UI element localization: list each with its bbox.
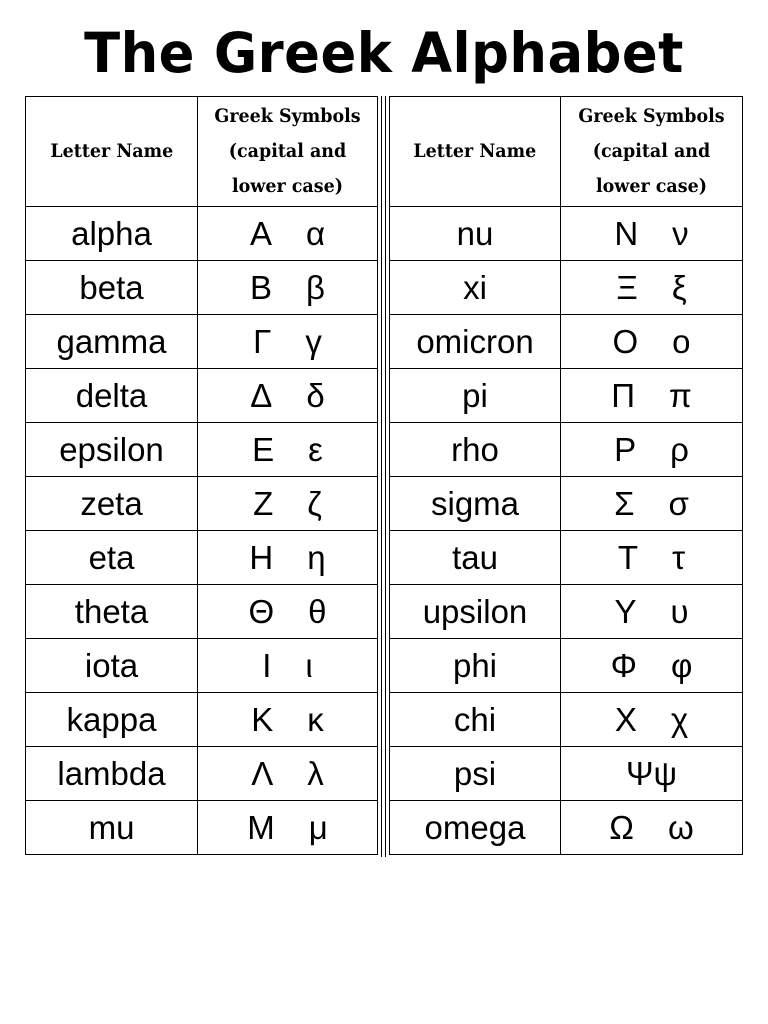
table-row [26, 801, 378, 855]
greek-symbol-cell [198, 585, 378, 639]
capital-letter: Μ [247, 809, 275, 846]
center-divider [385, 96, 386, 857]
capital-letter: Ε [252, 431, 275, 468]
greek-symbol-cell [561, 369, 743, 423]
letter-name-cell: phi [390, 639, 561, 693]
letter-name-cell: alpha [26, 207, 198, 261]
letter-name-cell: tau [390, 531, 561, 585]
table-row [390, 477, 743, 531]
letter-name-cell: upsilon [390, 585, 561, 639]
capital-letter: Ψ [625, 755, 654, 792]
greek-symbols-header: Greek Symbols (capital and lower case) [561, 97, 743, 207]
table-row [390, 693, 743, 747]
letter-name-cell: beta [26, 261, 198, 315]
letter-name-cell: theta [26, 585, 198, 639]
table-row [390, 747, 743, 801]
greek-symbol-cell [561, 207, 743, 261]
lowercase-letter: ε [308, 431, 323, 468]
greek-symbol-cell [198, 261, 378, 315]
table-row [26, 315, 378, 369]
letter-name-cell: sigma [390, 477, 561, 531]
lowercase-letter: α [305, 215, 326, 252]
letter-name-cell: omega [390, 801, 561, 855]
table-header-row [26, 97, 378, 207]
lowercase-letter: λ [307, 755, 324, 792]
letter-name-cell: xi [390, 261, 561, 315]
capital-letter: Τ [617, 539, 639, 576]
center-divider [381, 96, 382, 857]
greek-symbol-cell [198, 315, 378, 369]
lowercase-letter: δ [306, 377, 325, 414]
greek-table-left [25, 96, 378, 855]
lowercase-letter: ω [667, 809, 694, 846]
letter-name-cell: rho [390, 423, 561, 477]
table-row [26, 477, 378, 531]
table-row [390, 315, 743, 369]
lowercase-letter: χ [670, 701, 689, 738]
greek-symbol-cell [198, 423, 378, 477]
lowercase-letter: φ [670, 647, 693, 684]
greek-symbol-cell [561, 531, 743, 585]
lowercase-letter: υ [670, 593, 689, 630]
table-row [26, 693, 378, 747]
lowercase-letter: ι [305, 647, 313, 684]
table-row [390, 801, 743, 855]
lowercase-letter: ρ [670, 431, 689, 468]
letter-name-cell: eta [26, 531, 198, 585]
letter-name-cell: nu [390, 207, 561, 261]
letter-name-cell: omicron [390, 315, 561, 369]
letter-name-cell: pi [390, 369, 561, 423]
greek-symbol-cell [561, 747, 743, 801]
capital-letter: Κ [251, 701, 274, 738]
letter-name-cell: iota [26, 639, 198, 693]
letter-name-cell: gamma [26, 315, 198, 369]
capital-letter: Δ [250, 377, 273, 414]
greek-symbol-cell [561, 261, 743, 315]
capital-letter: Ξ [616, 269, 638, 306]
lowercase-letter: η [307, 539, 326, 576]
table-row [390, 261, 743, 315]
lowercase-letter: μ [308, 809, 328, 846]
capital-letter: Ζ [253, 485, 274, 522]
greek-symbol-cell [198, 531, 378, 585]
capital-letter: Ο [612, 323, 639, 360]
letter-name-cell: kappa [26, 693, 198, 747]
greek-symbol-cell [561, 639, 743, 693]
lowercase-letter: τ [672, 539, 686, 576]
lowercase-letter: γ [305, 323, 322, 360]
capital-letter: Ν [614, 215, 639, 252]
greek-symbol-cell [198, 639, 378, 693]
table-row [390, 369, 743, 423]
greek-symbol-cell [561, 477, 743, 531]
letter-name-cell: mu [26, 801, 198, 855]
table-row [390, 639, 743, 693]
capital-letter: Ω [609, 809, 634, 846]
table-row [390, 585, 743, 639]
capital-letter: Σ [614, 485, 635, 522]
table-row [26, 531, 378, 585]
letter-name-header: Letter Name [26, 97, 198, 207]
lowercase-letter: ψ [653, 755, 678, 792]
table-row [26, 207, 378, 261]
capital-letter: Ι [262, 647, 272, 684]
greek-symbol-cell [561, 585, 743, 639]
capital-letter: Φ [610, 647, 637, 684]
table-row [390, 423, 743, 477]
capital-letter: Η [249, 539, 274, 576]
lowercase-letter: κ [307, 701, 324, 738]
capital-letter: Β [250, 269, 273, 306]
lowercase-letter: ο [672, 323, 691, 360]
greek-symbol-cell [198, 207, 378, 261]
table-row [26, 639, 378, 693]
capital-letter: Λ [251, 755, 274, 792]
capital-letter: Υ [614, 593, 637, 630]
lowercase-letter: β [306, 269, 325, 306]
table-row [390, 207, 743, 261]
capital-letter: Α [249, 215, 272, 252]
table-row [26, 369, 378, 423]
table-body-left [26, 207, 378, 855]
table-row [26, 747, 378, 801]
lowercase-letter: ζ [307, 485, 322, 522]
greek-symbols-header: Greek Symbols (capital and lower case) [198, 97, 378, 207]
letter-name-cell: psi [390, 747, 561, 801]
capital-letter: Γ [253, 323, 272, 360]
greek-symbol-cell [198, 801, 378, 855]
table-row [26, 261, 378, 315]
capital-letter: Π [611, 377, 636, 414]
capital-letter: Θ [248, 593, 275, 630]
lowercase-letter: θ [308, 593, 327, 630]
letter-name-cell: chi [390, 693, 561, 747]
capital-letter: Ρ [614, 431, 637, 468]
letter-name-cell: delta [26, 369, 198, 423]
lowercase-letter: ν [672, 215, 689, 252]
greek-symbol-cell [561, 423, 743, 477]
lowercase-letter: σ [668, 485, 689, 522]
greek-symbol-cell [561, 801, 743, 855]
table-row [390, 531, 743, 585]
greek-symbol-cell [561, 693, 743, 747]
capital-letter: Χ [614, 701, 637, 738]
greek-symbol-cell [198, 369, 378, 423]
page-title: The Greek Alphabet [84, 21, 684, 85]
lowercase-letter: π [669, 377, 692, 414]
table-row [26, 423, 378, 477]
greek-symbol-cell [198, 747, 378, 801]
letter-name-cell: zeta [26, 477, 198, 531]
greek-symbol-cell [198, 477, 378, 531]
greek-symbol-cell [561, 315, 743, 369]
table-row [26, 585, 378, 639]
letter-name-cell: lambda [26, 747, 198, 801]
greek-symbol-cell [198, 693, 378, 747]
table-body-right [390, 207, 743, 855]
greek-table-right [389, 96, 743, 855]
letter-name-header: Letter Name [390, 97, 561, 207]
lowercase-letter: ξ [671, 269, 687, 306]
letter-name-cell: epsilon [26, 423, 198, 477]
table-header-row [390, 97, 743, 207]
